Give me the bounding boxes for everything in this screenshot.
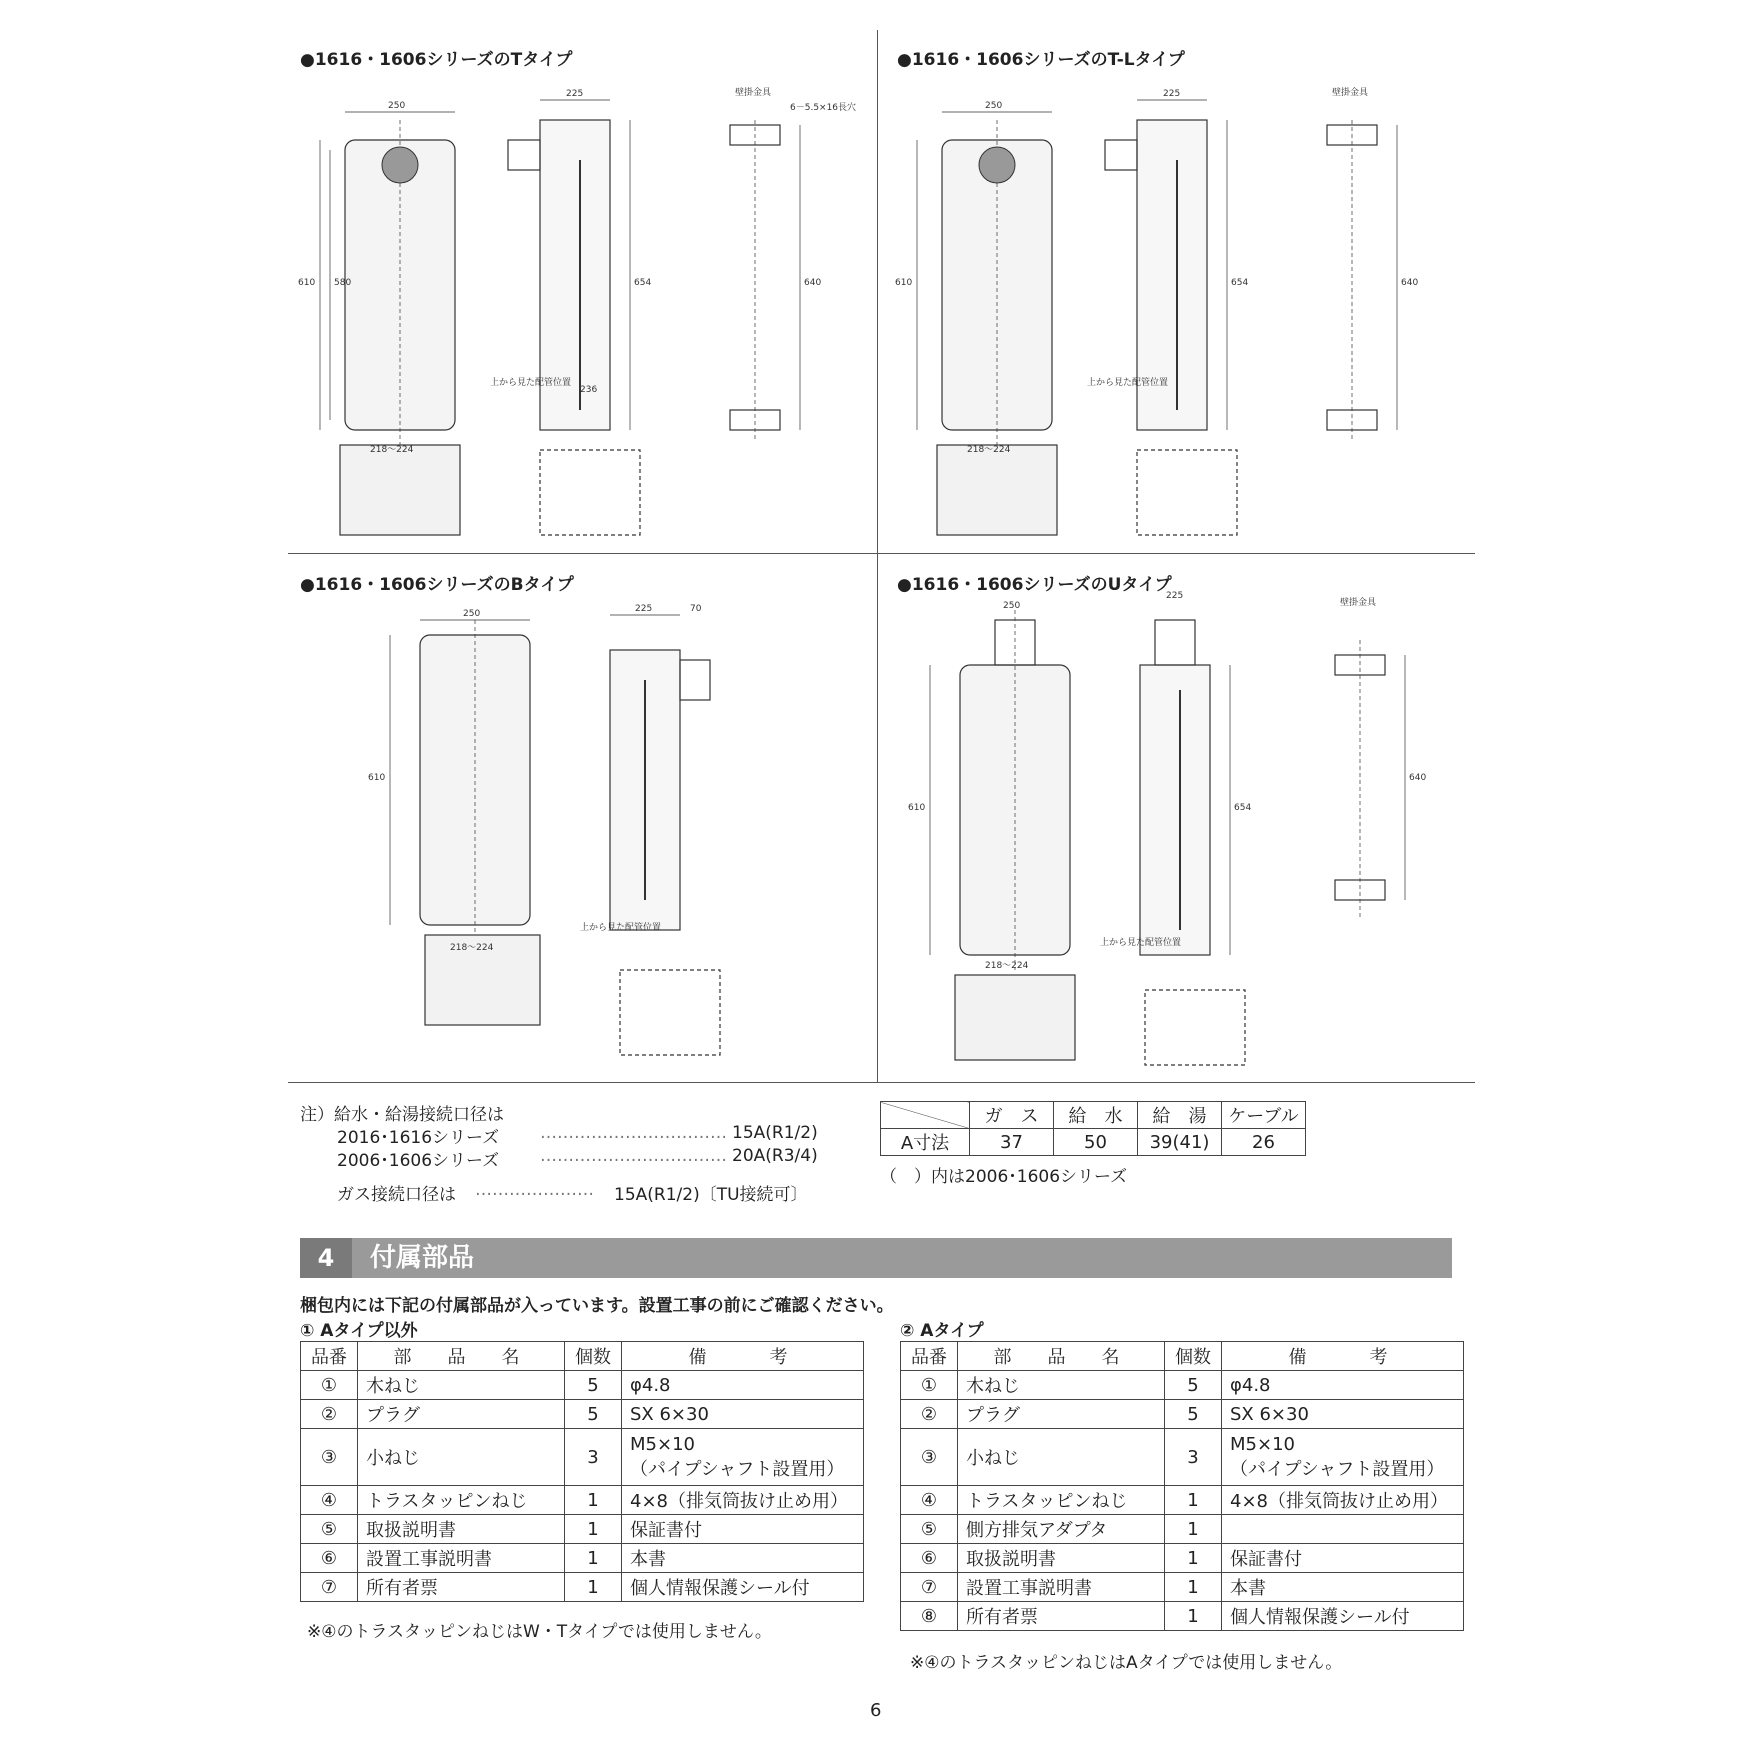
part-number: ⑧	[901, 1602, 958, 1631]
tl-dim-654: 654	[1231, 278, 1249, 288]
part-remark: （パイプシャフト設置用）	[1230, 1458, 1445, 1480]
note-line1-value: 15A(R1/2)	[732, 1123, 818, 1143]
note-line3-label: ガス接続口径は	[337, 1185, 456, 1205]
section-4-header	[300, 1238, 1452, 1278]
part-number: ①	[301, 1371, 358, 1400]
note-line1-dots: ……………………………	[540, 1123, 727, 1143]
t-dim-250: 250	[388, 101, 406, 111]
b-dim-225: 225	[635, 604, 653, 614]
part-qty: 1	[565, 1573, 622, 1602]
part-number: ④	[901, 1486, 958, 1515]
a-table-value: 39(41)	[1138, 1129, 1222, 1156]
part-remark: φ4.8	[622, 1371, 864, 1400]
u-dim-640: 640	[1409, 773, 1427, 783]
table2-footnote: ※④のトラスタッピンねじはAタイプでは使用しません。	[910, 1653, 1343, 1673]
a-dimension-table	[880, 1101, 1306, 1156]
part-remark: 保証書付	[1222, 1544, 1464, 1573]
table-row	[901, 1515, 1464, 1544]
section-number: 4	[300, 1238, 352, 1278]
note-line2-value: 20A(R3/4)	[732, 1146, 818, 1166]
u-dim-250: 250	[1003, 601, 1021, 611]
u-pitch: 218～224	[985, 961, 1029, 971]
b-dim-610: 610	[368, 773, 386, 783]
part-remark: （パイプシャフト設置用）	[630, 1458, 845, 1480]
part-qty: 5	[1165, 1400, 1222, 1429]
u-dim-654: 654	[1234, 803, 1252, 813]
tl-type-drawing	[887, 80, 1467, 540]
diagram-title-t-type: ●1616・1606シリーズのTタイプ	[300, 50, 573, 70]
part-qty: 1	[1165, 1573, 1222, 1602]
t-dim-225: 225	[566, 89, 584, 99]
a-table-value: 26	[1222, 1129, 1306, 1156]
note-line3-dots: …………………	[475, 1180, 594, 1200]
parts-header: 品番	[901, 1342, 958, 1371]
table-row	[901, 1573, 1464, 1602]
u-top-view-label: 上から見た配管位置	[1100, 938, 1182, 948]
part-qty: 1	[1165, 1602, 1222, 1631]
part-qty: 1	[565, 1486, 622, 1515]
part-name: 設置工事説明書	[958, 1573, 1165, 1602]
part-name: 所有者票	[358, 1573, 565, 1602]
note-line1-label: 2016･1616シリーズ	[337, 1128, 500, 1148]
t-dim-580: 580	[334, 278, 352, 288]
part-name: トラスタッピンねじ	[958, 1486, 1165, 1515]
part-remark: SX 6×30	[1222, 1400, 1464, 1429]
b-top-view-label: 上から見た配管位置	[580, 923, 662, 933]
b-dim-250: 250	[463, 609, 481, 619]
note-line3-value: 15A(R1/2)〔TU接続可〕	[614, 1185, 808, 1205]
u-bracket-label: 壁掛金具	[1340, 598, 1377, 608]
t-top-view-label: 上から見た配管位置	[490, 378, 572, 388]
quadrant-divider-horizontal	[288, 553, 1475, 554]
part-remark-multiline	[1222, 1429, 1464, 1486]
part-remark: 4×8（排気筒抜け止め用）	[1222, 1486, 1464, 1515]
parts-header: 個数	[565, 1342, 622, 1371]
part-number: ②	[901, 1400, 958, 1429]
u-dim-225: 225	[1166, 591, 1184, 601]
page-number: 6	[870, 1700, 882, 1721]
t-dim-640: 640	[804, 278, 822, 288]
parts-header: 備 考	[1222, 1342, 1464, 1371]
u-type-drawing	[890, 590, 1470, 1070]
part-name: 小ねじ	[358, 1429, 565, 1486]
part-remark: 本書	[1222, 1573, 1464, 1602]
diagram-title-tl-type: ●1616・1606シリーズのT-Lタイプ	[897, 50, 1185, 70]
part-number: ⑥	[301, 1544, 358, 1573]
part-qty: 1	[1165, 1486, 1222, 1515]
t-slot-label: 6－5.5×16長穴	[790, 103, 857, 113]
quadrant-divider-vertical	[877, 30, 878, 1082]
part-qty: 5	[1165, 1371, 1222, 1400]
part-number: ①	[901, 1371, 958, 1400]
table-row	[901, 1544, 1464, 1573]
a-table-corner	[881, 1102, 970, 1129]
table-row	[301, 1486, 864, 1515]
t-dim-610: 610	[298, 278, 316, 288]
table-row	[901, 1371, 1464, 1400]
note-head: 注）給水・給湯接続口径は	[300, 1105, 504, 1125]
part-number: ③	[901, 1429, 958, 1486]
a-table-value: 50	[1054, 1129, 1138, 1156]
t-dim-236: 236	[580, 385, 598, 395]
table-row	[301, 1573, 864, 1602]
t-dim-654: 654	[634, 278, 652, 288]
part-number: ⑤	[301, 1515, 358, 1544]
table-row	[301, 1429, 864, 1486]
part-remark	[1222, 1515, 1464, 1544]
a-table-value: 37	[970, 1129, 1054, 1156]
parts-table-non-a	[300, 1341, 864, 1602]
table-row	[301, 1371, 864, 1400]
a-table-header: ガ ス	[970, 1102, 1054, 1129]
table-row	[901, 1602, 1464, 1631]
b-type-drawing	[330, 600, 810, 1070]
section-intro: 梱包内には下記の付属部品が入っています。設置工事の前にご確認ください。	[300, 1296, 894, 1316]
table-row	[301, 1515, 864, 1544]
part-remark: 4×8（排気筒抜け止め用）	[622, 1486, 864, 1515]
part-remark-multiline	[622, 1429, 864, 1486]
table1-caption: ① Aタイプ以外	[300, 1321, 418, 1341]
parts-header: 部 品 名	[358, 1342, 565, 1371]
diagram-title-u-type: ●1616・1606シリーズのUタイプ	[897, 575, 1172, 595]
table-row	[901, 1429, 1464, 1486]
u-dim-610: 610	[908, 803, 926, 813]
part-qty: 3	[1165, 1429, 1222, 1486]
part-name: 小ねじ	[958, 1429, 1165, 1486]
tl-top-view-label: 上から見た配管位置	[1087, 378, 1169, 388]
part-number: ⑤	[901, 1515, 958, 1544]
part-remark: SX 6×30	[622, 1400, 864, 1429]
t-bottom-pitch: 218～224	[370, 445, 414, 455]
a-table-header: ケーブル	[1222, 1102, 1306, 1129]
note-line2-dots: ……………………………	[540, 1146, 727, 1166]
part-remark: 本書	[622, 1544, 864, 1573]
part-qty: 1	[1165, 1515, 1222, 1544]
part-name: 木ねじ	[958, 1371, 1165, 1400]
part-qty: 1	[565, 1544, 622, 1573]
diagram-title-b-type: ●1616・1606シリーズのBタイプ	[300, 575, 574, 595]
part-name: 取扱説明書	[958, 1544, 1165, 1573]
part-name: プラグ	[358, 1400, 565, 1429]
parts-header: 個数	[1165, 1342, 1222, 1371]
part-number: ⑦	[301, 1573, 358, 1602]
part-qty: 5	[565, 1400, 622, 1429]
t-type-drawing	[290, 80, 870, 540]
part-name: プラグ	[958, 1400, 1165, 1429]
table-row	[301, 1400, 864, 1429]
part-name: 側方排気アダプタ	[958, 1515, 1165, 1544]
part-number: ⑥	[901, 1544, 958, 1573]
tl-dim-640: 640	[1401, 278, 1419, 288]
part-remark: M5×10	[630, 1433, 695, 1455]
table1-footnote: ※④のトラスタッピンねじはW・Tタイプでは使用しません。	[307, 1622, 772, 1642]
part-number: ④	[301, 1486, 358, 1515]
b-dim-70: 70	[690, 604, 702, 614]
part-remark: M5×10	[1230, 1433, 1295, 1455]
tl-dim-610: 610	[895, 278, 913, 288]
part-number: ②	[301, 1400, 358, 1429]
diagram-bottom-rule	[288, 1082, 1475, 1083]
section-title: 付属部品	[370, 1243, 475, 1273]
parts-header: 備 考	[622, 1342, 864, 1371]
part-remark: 個人情報保護シール付	[622, 1573, 864, 1602]
parts-table-a-type	[900, 1341, 1464, 1631]
table2-caption: ② Aタイプ	[900, 1321, 984, 1341]
part-name: 木ねじ	[358, 1371, 565, 1400]
b-pitch: 218～224	[450, 943, 494, 953]
a-table-row-label: A寸法	[881, 1129, 970, 1156]
note-line2-label: 2006･1606シリーズ	[337, 1151, 500, 1171]
part-qty: 1	[565, 1515, 622, 1544]
part-name: 設置工事説明書	[358, 1544, 565, 1573]
tl-bracket-label: 壁掛金具	[1332, 88, 1369, 98]
part-remark: 保証書付	[622, 1515, 864, 1544]
tl-bottom-pitch: 218～224	[967, 445, 1011, 455]
part-number: ⑦	[901, 1573, 958, 1602]
table-row	[301, 1544, 864, 1573]
part-qty: 3	[565, 1429, 622, 1486]
parts-header: 品番	[301, 1342, 358, 1371]
tl-dim-250: 250	[985, 101, 1003, 111]
parts-header: 部 品 名	[958, 1342, 1165, 1371]
part-remark: 個人情報保護シール付	[1222, 1602, 1464, 1631]
a-table-header: 給 水	[1054, 1102, 1138, 1129]
t-bracket-label: 壁掛金具	[735, 88, 772, 98]
part-number: ③	[301, 1429, 358, 1486]
table-row	[901, 1400, 1464, 1429]
part-qty: 5	[565, 1371, 622, 1400]
part-name: 所有者票	[958, 1602, 1165, 1631]
a-table-header: 給 湯	[1138, 1102, 1222, 1129]
part-remark: φ4.8	[1222, 1371, 1464, 1400]
part-qty: 1	[1165, 1544, 1222, 1573]
tl-dim-225: 225	[1163, 89, 1181, 99]
table-row	[901, 1486, 1464, 1515]
a-table-note: （ ）内は2006･1606シリーズ	[880, 1167, 1128, 1187]
part-name: 取扱説明書	[358, 1515, 565, 1544]
part-name: トラスタッピンねじ	[358, 1486, 565, 1515]
